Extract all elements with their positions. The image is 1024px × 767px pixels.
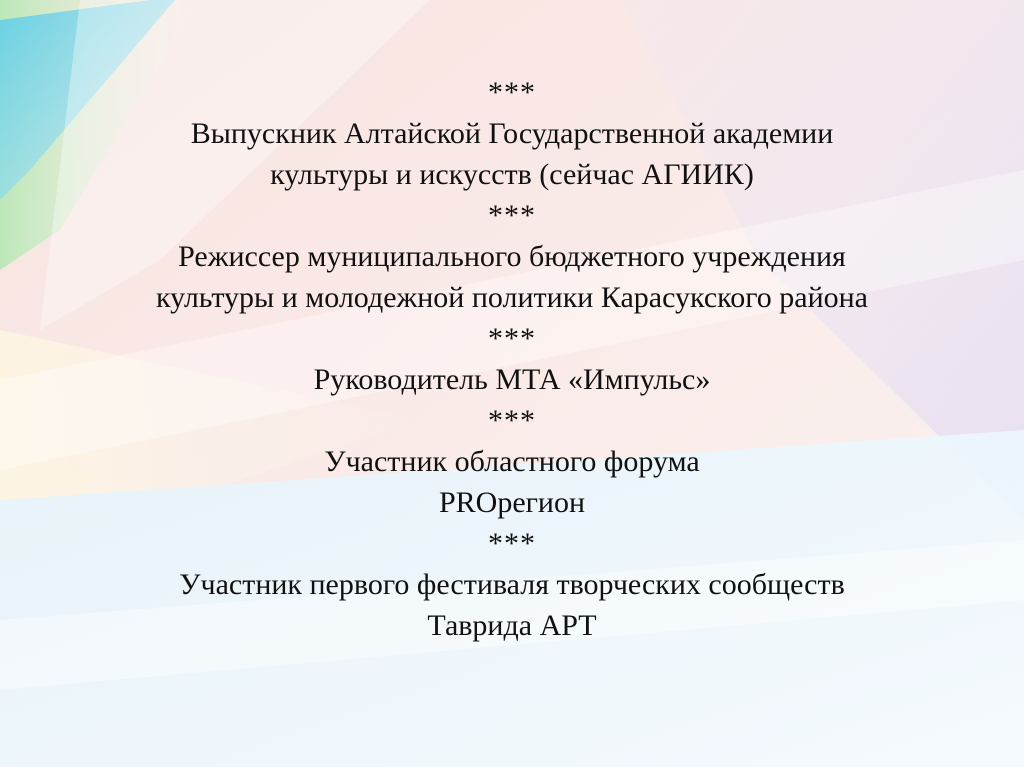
line-festival-1: Участник первого фестиваля творческих сообществ (179, 568, 845, 601)
separator-3: *** (488, 322, 536, 355)
line-graduate-2: культуры и искусств (сейчас АГИИК) (270, 158, 754, 191)
line-leader: Руководитель МТА «Импульс» (313, 363, 711, 396)
separator-1: *** (488, 76, 536, 109)
line-forum-1: Участник областного форума (324, 445, 700, 478)
line-forum-2: PROрегион (438, 486, 586, 519)
separator-5: *** (488, 527, 536, 560)
slide-text (0, 72, 1024, 646)
line-festival-2: Таврида АРТ (427, 609, 597, 642)
separator-2: *** (488, 199, 536, 232)
line-graduate-1: Выпускник Алтайской Государственной академии (190, 117, 834, 150)
line-director-1: Режиссер муниципального бюджетного учреждения (178, 240, 846, 273)
separator-4: *** (488, 404, 536, 437)
line-director-2: культуры и молодежной политики Карасукского района (155, 281, 869, 314)
